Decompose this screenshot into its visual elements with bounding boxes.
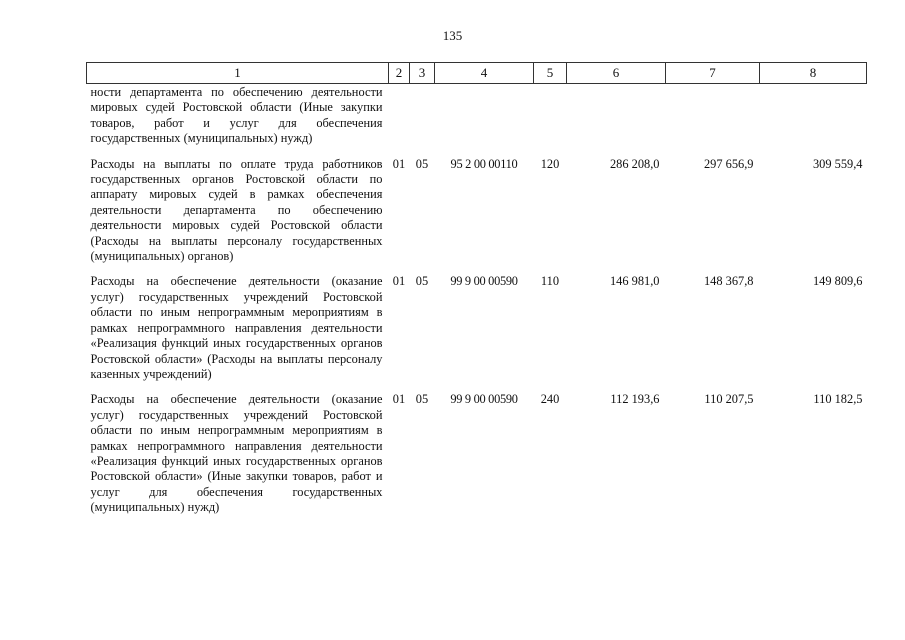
header-row [87, 63, 867, 84]
table-row [87, 265, 867, 383]
subsection-code: 05 [415, 156, 429, 171]
amount-col6: 146 981,0 [609, 274, 660, 289]
target-item-code: 99 9 00 00590 [450, 392, 518, 407]
amount-col7: 297 656,9 [703, 156, 754, 171]
section-code: 01 [392, 274, 406, 289]
target-item-code [435, 84, 534, 148]
target-item-code: 99 9 00 00590 [450, 274, 518, 289]
page-number: 135 [442, 28, 463, 43]
amount-col7 [666, 84, 760, 148]
amount-col8: 309 559,4 [812, 156, 863, 171]
column-header-8: 8 [760, 63, 867, 84]
column-header-6: 6 [567, 63, 666, 84]
section-code [389, 84, 410, 148]
budget-table [86, 62, 867, 517]
amount-col6 [567, 84, 666, 148]
expense-type-code: 110 [540, 274, 560, 289]
amount-col8: 110 182,5 [813, 392, 863, 407]
section-code: 01 [392, 392, 406, 407]
section-code: 01 [392, 156, 406, 171]
expense-name: Расходы на выплаты по оплате труда работников государственных органов Ростовской области по аппарату мировых судей в рамках обеспечения деятельности департамента по обеспечению деятельности мировых судей Ростовской области (Расходы на выплаты персоналу государственных (муниципальных) органов) [90, 156, 383, 264]
expense-name: Расходы на обеспечение деятельности (оказание услуг) государственных учреждений Ростовской области по иным непрограммным мероприятиям в рамках непрограммного направления деятельности «Реализация функций иных государственных органов Ростовской области» (Иные закупки товаров, работ и услуг для обеспечения государственных (муниципальных) нужд) [90, 392, 383, 515]
expense-name: Расходы на обеспечение деятельности (оказание услуг) государственных учреждений Ростовской области по иным непрограммным мероприятиям в рамках непрограммного направления деятельности «Реализация функций иных государственных органов Ростовской области» (Расходы на выплаты персоналу казенных учреждений) [90, 274, 383, 381]
expense-type-code: 240 [540, 392, 560, 407]
subsection-code [410, 84, 435, 148]
column-header-1: 1 [87, 63, 389, 84]
column-header-3: 3 [410, 63, 435, 84]
table-row [87, 383, 867, 516]
amount-col7: 110 207,5 [704, 392, 754, 407]
column-header-2: 2 [389, 63, 410, 84]
amount-col6: 286 208,0 [609, 156, 660, 171]
subsection-code: 05 [415, 392, 429, 407]
column-header-7: 7 [666, 63, 760, 84]
table-row [87, 148, 867, 266]
table-body [87, 84, 867, 517]
subsection-code: 05 [415, 274, 429, 289]
column-header-4: 4 [435, 63, 534, 84]
expense-name: ности департамента по обеспечению деятельности мировых судей Ростовской области (Иные закупки товаров, работ и услуг для обеспечения государственных (муниципальных) нужд) [90, 85, 383, 146]
amount-col7: 148 367,8 [703, 274, 754, 289]
column-header-5: 5 [534, 63, 567, 84]
table-header [87, 63, 867, 84]
amount-col6: 112 193,6 [610, 392, 660, 407]
amount-col8: 149 809,6 [812, 274, 863, 289]
amount-col8 [760, 84, 867, 148]
expense-type-code [534, 84, 567, 148]
expense-type-code: 120 [540, 156, 560, 171]
target-item-code: 95 2 00 00110 [450, 156, 518, 171]
table-row [87, 84, 867, 148]
